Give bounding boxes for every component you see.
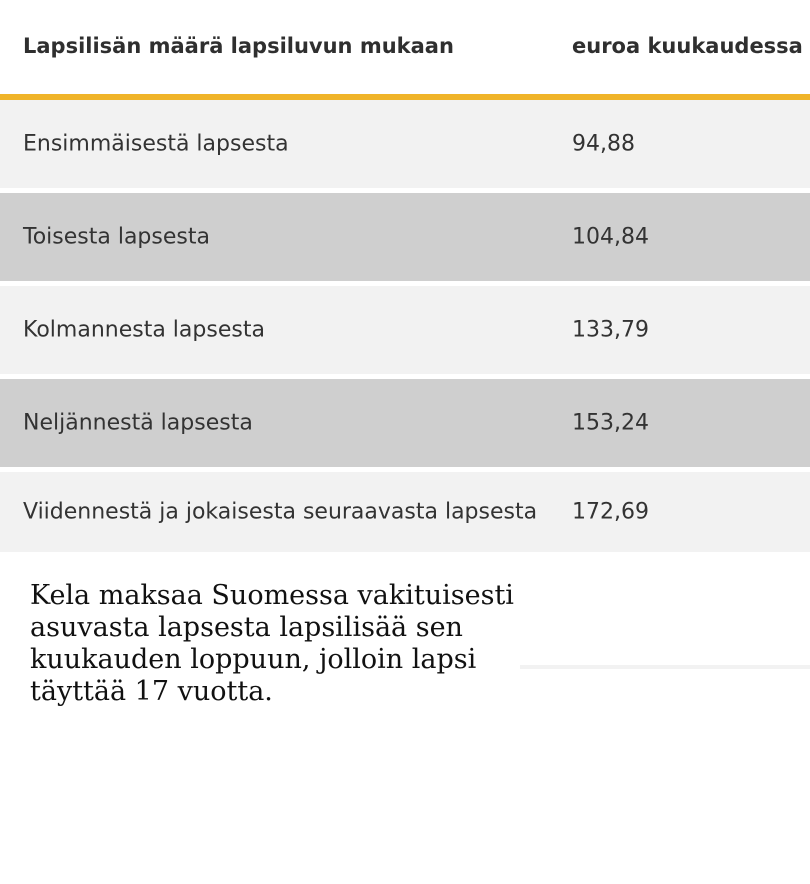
row-value: 94,88 — [572, 131, 635, 157]
divider — [520, 665, 810, 669]
row-value: 133,79 — [572, 317, 649, 343]
benefit-note — [30, 580, 550, 708]
row-value: 153,24 — [572, 410, 649, 436]
row-label: Neljännestä lapsesta — [23, 410, 253, 436]
row-label: Viidennestä ja jokaisesta seuraavasta lapsesta — [23, 499, 538, 525]
header-euros-per-month: euroa kuukaudessa — [572, 34, 803, 58]
row-label: Ensimmäisestä lapsesta — [23, 131, 289, 157]
note-line: Kela maksaa Suomessa vakituisesti — [30, 580, 514, 611]
row-value: 172,69 — [572, 499, 649, 525]
note-line: täyttää 17 vuotta. — [30, 676, 273, 707]
table-row — [0, 100, 810, 193]
table-row — [0, 379, 810, 472]
table-row — [0, 193, 810, 286]
row-value: 104,84 — [572, 224, 649, 250]
note-line: kuukauden loppuun, jolloin lapsi — [30, 644, 477, 675]
table-row — [0, 286, 810, 379]
row-label: Toisesta lapsesta — [23, 224, 210, 250]
table-header — [0, 0, 810, 100]
header-amount-by-child-count: Lapsilisän määrä lapsiluvun mukaan — [23, 34, 454, 58]
row-label: Kolmannesta lapsesta — [23, 317, 265, 343]
note-line: asuvasta lapsesta lapsilisää sen — [30, 612, 463, 643]
table-row — [0, 472, 810, 552]
